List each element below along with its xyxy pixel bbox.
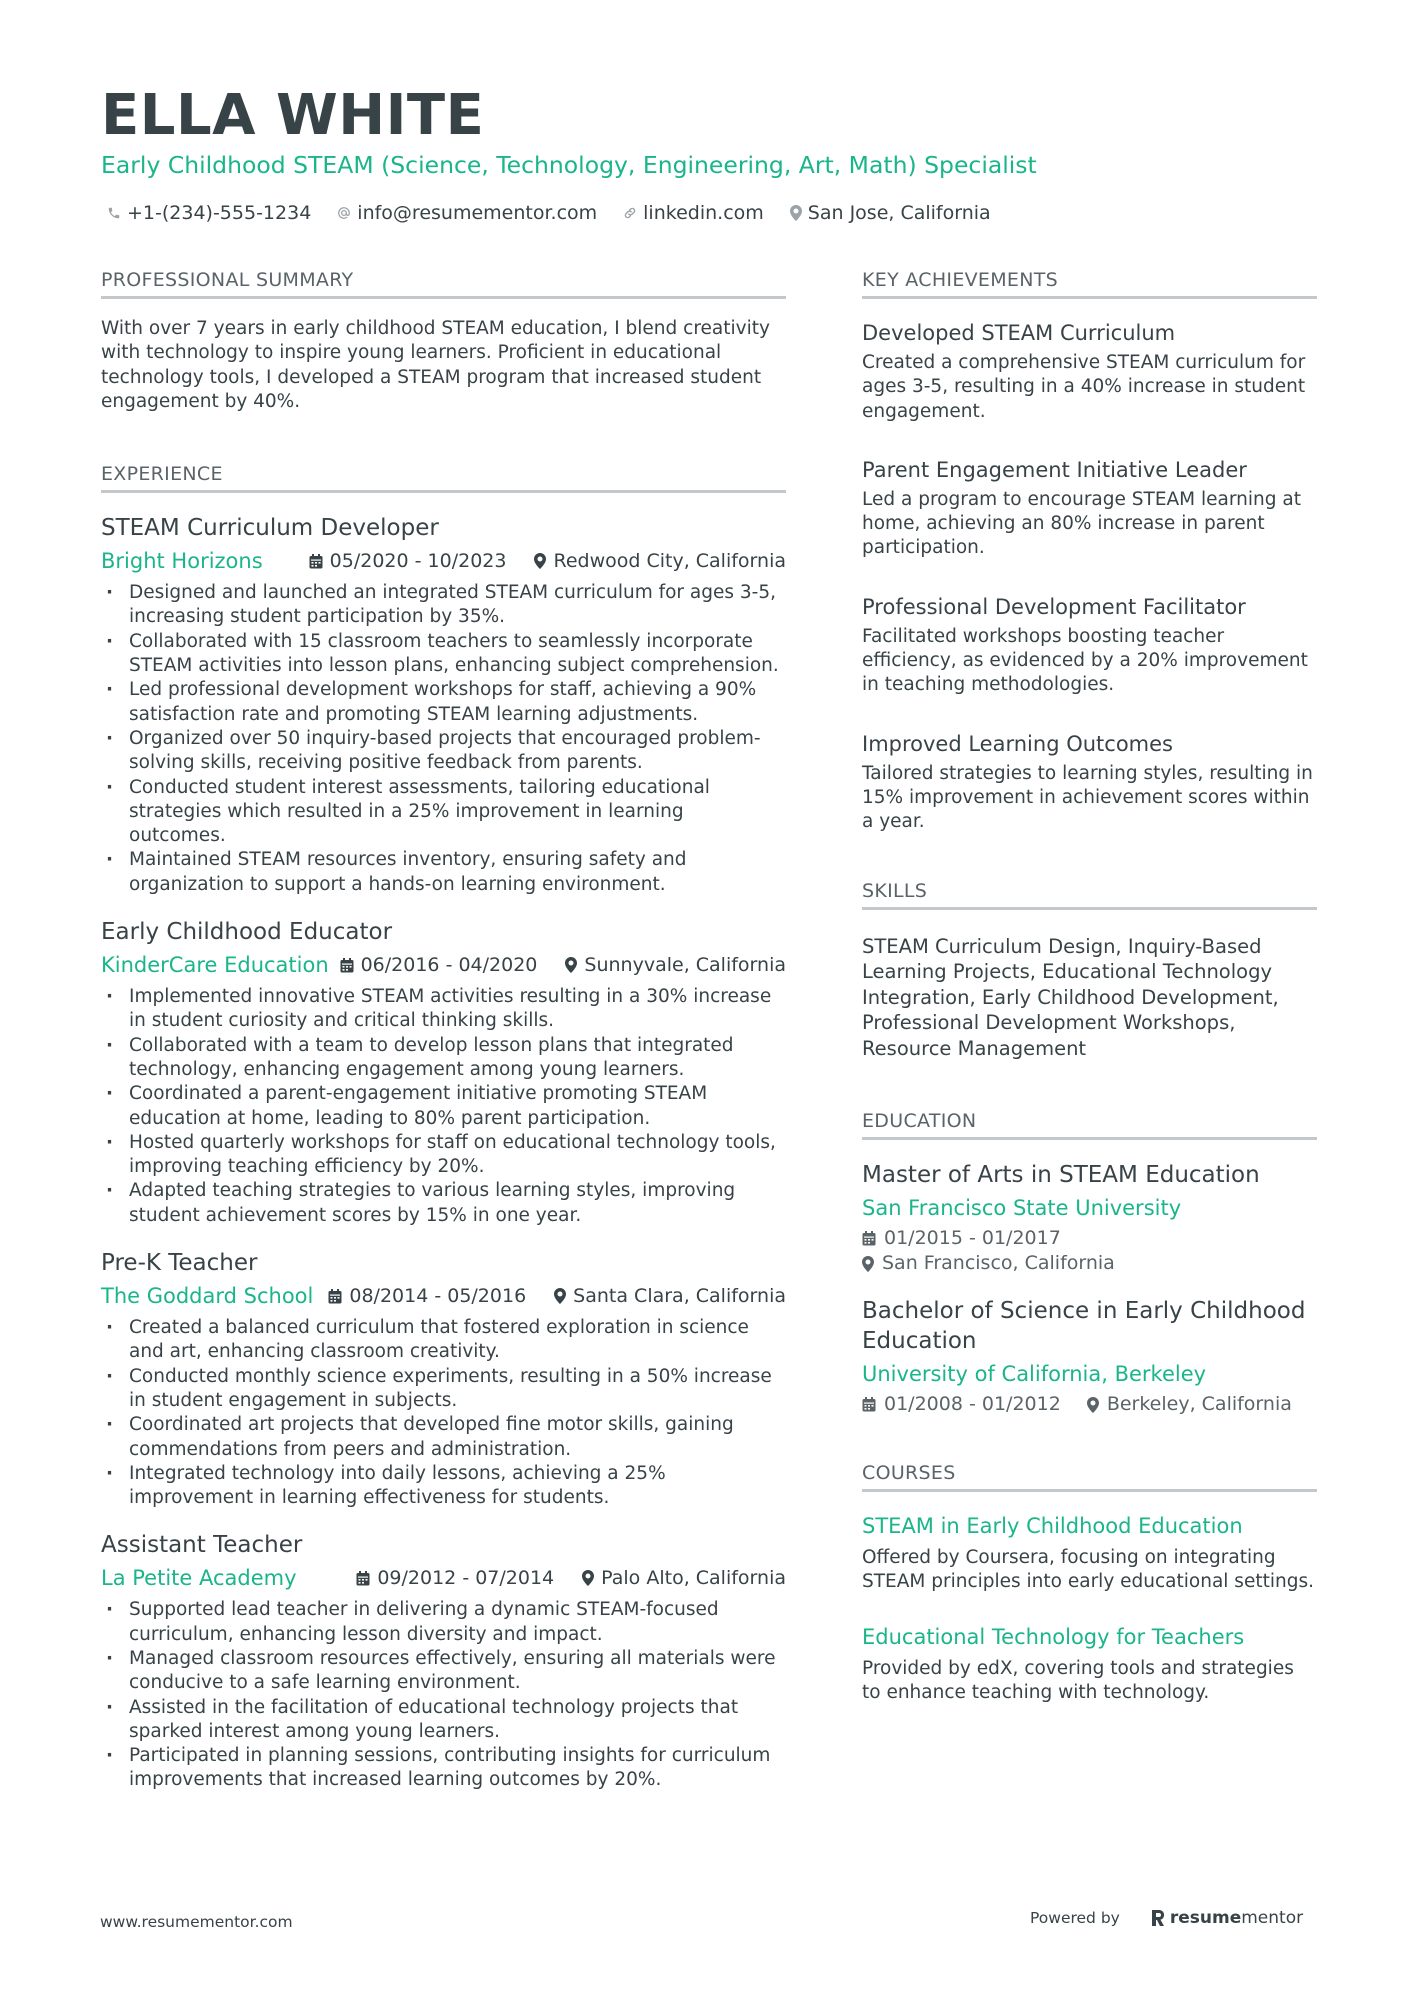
course-item [862,1512,1317,1595]
job-meta-right [340,954,786,976]
brand-mark-icon [1150,1908,1166,1928]
job-company: The Goddard School [101,1284,314,1309]
powered-by-text: Powered by [1030,1909,1120,1927]
edu-school: San Francisco State University [862,1196,1182,1221]
summary-heading: PROFESSIONAL SUMMARY [101,268,786,299]
linkedin-text: linkedin.com [643,202,764,224]
job-dates-text: 06/2016 - 04/2020 [360,954,538,977]
courses-heading: COURSES [862,1461,1317,1492]
candidate-title: Early Childhood STEAM (Science, Technology, Engineering, Art, Math) Specialist [101,151,1037,179]
calendar-icon [309,554,323,569]
edu-location-text: Berkeley, California [1106,1393,1292,1416]
job-title: Pre-K Teacher [101,1250,258,1277]
job-location [554,1285,786,1307]
job-bullet: · Collaborated with a team to develop lesson plans that integrated technology, enhancing engagement among young learners. [101,1034,786,1083]
course-item [862,1623,1317,1706]
edu-location [862,1251,1317,1276]
course-title: STEAM in Early Childhood Education [862,1514,1243,1539]
job-bullets [101,1316,786,1510]
job-bullet: · Maintained STEAM resources inventory, ensuring safety and organization to support a hands-on learning environment. [101,848,786,897]
location-text: San Jose, California [807,202,991,224]
job-dates-text: 09/2012 - 07/2014 [377,1567,555,1590]
job-entry [101,1530,786,1792]
map-pin-icon [790,205,802,221]
job-bullet: · Coordinated a parent-engagement initiative promoting STEAM education at home, leading to 80% parent participation. [101,1082,786,1131]
experience-list [101,513,786,1793]
edu-meta [862,1392,1317,1417]
job-bullet: · Managed classroom resources effectively, ensuring all materials were conducive to a safe learning environment. [101,1647,786,1696]
edu-degree: Master of Arts in STEAM Education [862,1162,1260,1189]
job-location [565,954,786,976]
job-company: La Petite Academy [101,1566,297,1591]
right-column [862,268,1317,1705]
job-bullets [101,1598,786,1792]
job-bullet: · Led professional development workshops for staff, achieving a 90% satisfaction rate and promoting STEAM learning adjustments. [101,678,786,727]
achievement-item [862,456,1317,561]
job-dates [309,550,507,572]
map-pin-icon [565,957,577,973]
job-location-text: Redwood City, California [553,550,786,573]
job-bullet: · Conducted monthly science experiments, resulting in a 50% increase in student engagement in subjects. [101,1365,786,1414]
achievement-desc: Tailored strategies to learning styles, resulting in 15% improvement in achievement scores within a year. [862,762,1313,833]
job-location [582,1567,786,1589]
course-desc: Offered by Coursera, focusing on integrating STEAM principles into early educational settings. [862,1547,1314,1593]
achievements-list [862,319,1317,835]
map-pin-icon [582,1570,594,1586]
job-bullet: · Coordinated art projects that developed fine motor skills, gaining commendations from peers and administration. [101,1413,786,1462]
job-title: Early Childhood Educator [101,919,393,946]
achievement-item [862,730,1317,835]
job-dates [328,1285,526,1307]
job-dates-text: 05/2020 - 10/2023 [329,550,507,573]
skills-heading: SKILLS [862,879,1317,910]
job-bullet: · Assisted in the facilitation of educational technology projects that sparked interest among young learners. [101,1696,786,1745]
courses-list [862,1512,1317,1705]
job-location-text: Palo Alto, California [601,1567,786,1590]
map-pin-icon [534,553,546,569]
education-list [862,1160,1317,1417]
education-item [862,1160,1317,1276]
brand-logo[interactable] [1150,1908,1303,1928]
job-company: Bright Horizons [101,549,263,574]
job-location-text: Santa Clara, California [573,1285,786,1308]
job-dates [340,954,538,976]
job-meta [101,547,786,575]
left-column [101,268,786,1793]
edu-location-text: San Francisco, California [882,1252,1115,1275]
job-dates [356,1567,554,1589]
contact-bar [107,198,1017,228]
job-meta-right [356,1567,786,1589]
job-bullet: · Supported lead teacher in delivering a dynamic STEAM-focused curriculum, enhancing lesson diversity and impact. [101,1598,786,1647]
job-bullets [101,581,786,897]
job-entry [101,1248,786,1510]
job-meta [101,951,786,979]
summary-text: With over 7 years in early childhood STEAM education, I blend creativity with technology to inspire young learners. Proficient in educational technology tools, I developed a STEAM program that increased student engagement by 40%. [101,318,770,412]
contact-location [790,202,991,224]
contact-linkedin [623,202,764,224]
achievement-item [862,319,1317,424]
job-dates-text: 08/2014 - 05/2016 [349,1285,527,1308]
job-bullet: · Hosted quarterly workshops for staff on educational technology tools, improving teaching efficiency by 20%. [101,1131,786,1180]
job-bullet: · Organized over 50 inquiry-based projects that encouraged problem-solving skills, receiving positive feedback from parents. [101,727,786,776]
contact-email [337,202,597,224]
education-item [862,1296,1317,1417]
job-location-text: Sunnyvale, California [584,954,786,977]
job-entry [101,513,786,897]
phone-icon [107,206,121,220]
job-meta-right [328,1285,786,1307]
calendar-icon [340,958,354,973]
achievements-heading: KEY ACHIEVEMENTS [862,268,1317,299]
link-icon [623,206,637,220]
job-meta [101,1282,786,1310]
education-heading: EDUCATION [862,1109,1317,1140]
calendar-icon [862,1231,876,1246]
edu-dates-text: 01/2015 - 01/2017 [884,1227,1061,1250]
achievement-item [862,593,1317,698]
job-bullet: · Implemented innovative STEAM activities resulting in a 30% increase in student curiosity and critical thinking skills. [101,985,786,1034]
at-icon [337,206,351,220]
contact-phone [107,202,311,224]
job-meta-right [309,550,786,572]
job-bullet: · Created a balanced curriculum that fostered exploration in science and art, enhancing classroom creativity. [101,1316,786,1365]
job-bullets [101,985,786,1228]
course-title: Educational Technology for Teachers [862,1624,1245,1649]
job-bullet: · Adapted teaching strategies to various learning styles, improving student achievement scores by 15% in one year. [101,1179,786,1228]
job-meta [101,1564,786,1592]
edu-dates-text: 01/2008 - 01/2012 [884,1393,1061,1416]
phone-text: +1-(234)-555-1234 [127,202,312,224]
edu-school: University of California, Berkeley [862,1362,1207,1387]
achievement-title: Parent Engagement Initiative Leader [862,457,1247,482]
brand-thin: mentor [1241,1908,1304,1928]
job-title: Assistant Teacher [101,1532,303,1559]
edu-degree: Bachelor of Science in Early Childhood Education [862,1298,1306,1355]
job-company: KinderCare Education [101,953,329,978]
job-bullet: · Participated in planning sessions, contributing insights for curriculum improvements that increased learning outcomes by 20%. [101,1744,786,1793]
job-bullet: · Designed and launched an integrated STEAM curriculum for ages 3-5, increasing student participation by 35%. [101,581,786,630]
footer-branding [1030,1908,1303,1928]
skills-text: STEAM Curriculum Design, Inquiry-Based Learning Projects, Educational Technology Integration, Early Childhood Development, Professional Development Workshops, Resource Management [862,934,1279,1060]
map-pin-icon [1087,1397,1099,1413]
calendar-icon [356,1571,370,1586]
achievement-desc: Facilitated workshops boosting teacher efficiency, as evidenced by a 20% improvement in teaching methodologies. [862,625,1308,696]
calendar-icon [862,1397,876,1412]
email-text: info@resumementor.com [357,202,598,224]
achievement-title: Developed STEAM Curriculum [862,321,1176,345]
job-entry [101,917,786,1228]
achievement-desc: Created a comprehensive STEAM curriculum for ages 3-5, resulting in a 40% increase in student engagement. [862,352,1306,422]
achievement-title: Professional Development Facilitator [862,594,1246,619]
calendar-icon [328,1289,342,1304]
job-location [534,550,786,572]
edu-dates [862,1226,1317,1251]
map-pin-icon [554,1288,566,1304]
job-bullet: · Integrated technology into daily lessons, achieving a 25% improvement in learning effectiveness for students. [101,1462,786,1511]
job-bullet: · Collaborated with 15 classroom teachers to seamlessly incorporate STEAM activities into lesson plans, enhancing subject comprehension. [101,630,786,679]
experience-heading: EXPERIENCE [101,462,786,493]
course-desc: Provided by edX, covering tools and strategies to enhance teaching with technology. [862,1657,1294,1703]
footer-website[interactable]: www.resumementor.com [100,1913,293,1931]
achievement-desc: Led a program to encourage STEAM learning at home, achieving an 80% increase in parent participation. [862,488,1301,559]
map-pin-icon [862,1256,874,1272]
achievement-title: Improved Learning Outcomes [862,731,1173,756]
candidate-name: ELLA WHITE [101,83,485,148]
brand-bold: resume [1169,1908,1242,1928]
job-bullet: · Conducted student interest assessments, tailoring educational strategies which resulted in a 25% improvement in learning outcomes. [101,776,786,849]
job-title: STEAM Curriculum Developer [101,515,439,542]
